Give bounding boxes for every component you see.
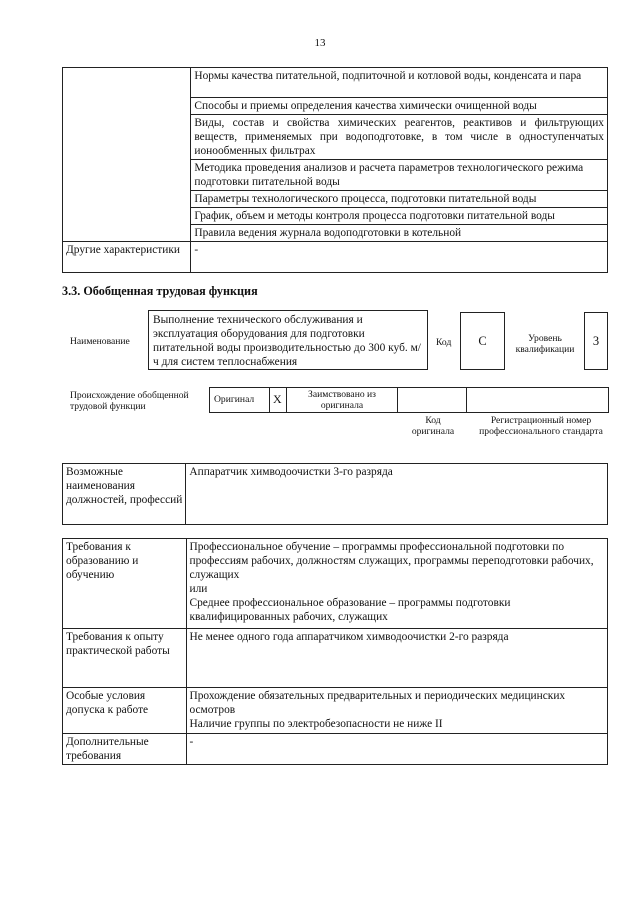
section-title: 3.3. Обобщенная трудовая функция xyxy=(62,284,258,298)
original-mark: X xyxy=(273,392,282,406)
knowledge-item: График, объем и методы контроля процесса подготовки питательной воды xyxy=(191,208,608,225)
knowledge-item: Виды, состав и свойства химических реагентов, реактивов и фильтрующих веществ, применяемых при водоподготовке, в том числе в одноступенчатых ионообменных фильтрах xyxy=(191,115,608,160)
function-name-value: Выполнение технического обслуживания и эксплуатация оборудования для подготовки питательной воды производительностью до 300 куб. м/ч для систем теплоснабжения xyxy=(153,314,421,368)
name-label: Наименование xyxy=(70,336,130,347)
qualification-level-label: Уровень квалификации xyxy=(515,333,575,355)
origin-divider xyxy=(269,387,270,413)
origin-divider xyxy=(397,387,398,413)
special-conditions-label: Особые условия допуска к работе xyxy=(63,688,187,734)
table-row xyxy=(63,734,608,765)
requirements-table xyxy=(62,538,608,765)
original-label: Оригинал xyxy=(214,394,255,405)
special-conditions-value xyxy=(186,688,608,734)
table-row xyxy=(63,539,608,629)
knowledge-item: Нормы качества питательной, подпиточной и котловой воды, конденсата и пара xyxy=(191,68,608,98)
experience-label: Требования к опыту практической работы xyxy=(63,629,187,688)
table-row xyxy=(63,629,608,688)
code-box xyxy=(460,312,505,370)
knowledge-item: Методика проведения анализов и расчета параметров технологического режима подготовки питательной воды xyxy=(191,160,608,191)
knowledge-item: Правила ведения журнала водоподготовки в котельной xyxy=(191,225,608,242)
other-characteristics-value: - xyxy=(191,242,608,273)
empty-cell xyxy=(63,68,191,242)
code-label: Код xyxy=(436,337,452,348)
origin-code-caption: Код оригинала xyxy=(411,415,455,437)
additional-requirements-value: - xyxy=(186,734,608,765)
special-condition-line: Прохождение обязательных предварительных и периодических медицинских осмотров xyxy=(189,690,566,716)
qualification-level-box xyxy=(584,312,608,370)
knowledge-table xyxy=(62,67,608,273)
origin-divider xyxy=(286,387,287,413)
qualification-level-value: 3 xyxy=(592,333,600,348)
education-line: Профессиональное обучение – программы профессиональной подготовки по профессиям рабочих, должностям служащих, программы переподготовки рабочих, служащих xyxy=(189,541,594,581)
education-line: Среднее профессиональное образование – программы подготовки квалифицированных рабочих, служащих xyxy=(189,597,511,623)
code-value: C xyxy=(478,333,487,348)
education-label: Требования к образованию и обучению xyxy=(63,539,187,629)
page-number: 13 xyxy=(314,37,326,49)
borrowed-label: Заимствовано из оригинала xyxy=(308,389,376,411)
positions-value: Аппаратчик химводоочистки 3-го разряда xyxy=(186,464,608,525)
education-line: или xyxy=(189,583,208,595)
table-row xyxy=(63,688,608,734)
education-value xyxy=(186,539,608,629)
function-name-box xyxy=(148,310,428,370)
origin-label: Происхождение обобщенной трудовой функции xyxy=(70,390,189,412)
positions-table xyxy=(62,463,608,525)
positions-label: Возможные наименования должностей, профессий xyxy=(63,464,186,525)
additional-requirements-label: Дополнительные требования xyxy=(63,734,187,765)
reg-number-caption: Регистрационный номер профессионального стандарта xyxy=(479,415,603,437)
special-condition-line: Наличие группы по электробезопасности не ниже II xyxy=(189,718,443,730)
table-row xyxy=(63,242,608,273)
knowledge-item: Параметры технологического процесса, подготовки питательной воды xyxy=(191,191,608,208)
other-characteristics-label: Другие характеристики xyxy=(63,242,191,273)
experience-value: Не менее одного года аппаратчиком химводоочистки 2-го разряда xyxy=(186,629,608,688)
table-row xyxy=(63,68,608,98)
knowledge-item: Способы и приемы определения качества химически очищенной воды xyxy=(191,98,608,115)
table-row xyxy=(63,464,608,525)
origin-divider xyxy=(466,387,467,413)
